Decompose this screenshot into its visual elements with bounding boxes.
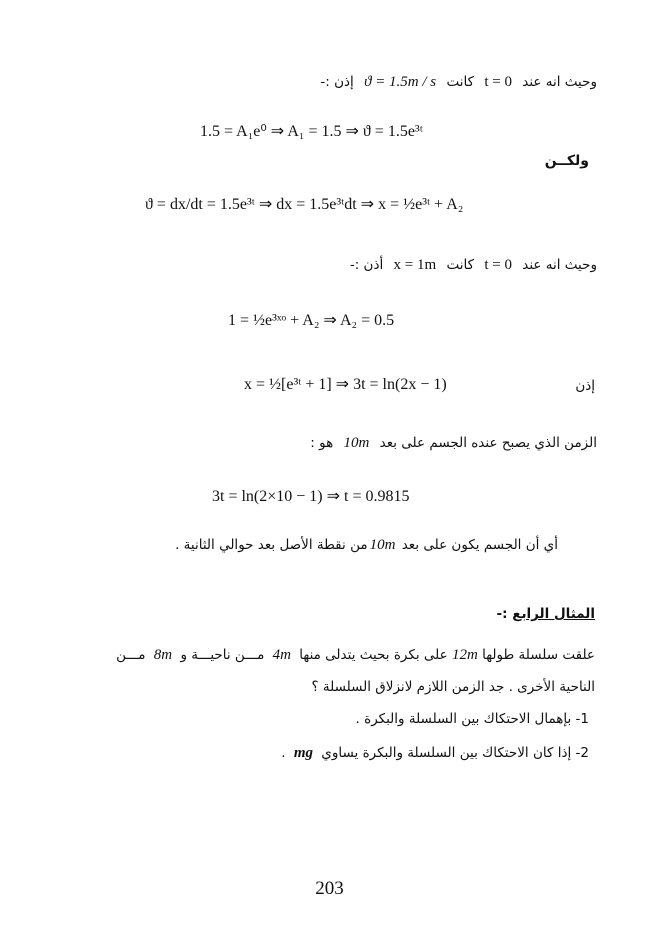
l8-ar: الزمن الذي يصبح عنده الجسم على بعد [379, 435, 597, 451]
ex-8m: 8m [153, 647, 173, 663]
example-para-1 [116, 647, 595, 664]
l5-ar3: أذن :- [349, 257, 384, 273]
equation-4: ϑ = dx/dt = 1.5e³ᵗ ⇒ dx = 1.5e³ᵗdt ⇒ x = ½e³ᵗ + A₂ [145, 196, 464, 213]
l7-ar: إذن [575, 378, 595, 394]
q2-mg: mg [293, 745, 313, 761]
equation-6: 1 = ½e³ˣᵒ + A₂ ⇒ A₂ = 0.5 [228, 312, 395, 329]
text-line-8 [310, 435, 597, 452]
l1-v: ϑ = 1.5m / s [364, 74, 437, 90]
l5-ar2: كانت [446, 257, 475, 273]
l10-ar2: من نقطة الأصل بعد حوالي الثانية . [175, 537, 368, 553]
l5-t: t = 0 [484, 257, 512, 273]
l5-x: x = 1m [393, 257, 437, 273]
l1-ar: وحيث انه عند [522, 74, 597, 90]
l8-ar2: هو : [310, 435, 334, 451]
l10-m: 10m [369, 537, 396, 553]
l5-ar: وحيث انه عند [522, 257, 597, 273]
question-2 [281, 745, 589, 762]
equation-2: 1.5 = A₁e⁰ ⇒ A₁ = 1.5 ⇒ ϑ = 1.5e³ᵗ [200, 123, 423, 140]
ex-4m: 4m [272, 647, 291, 663]
ex-12m: 12m [451, 647, 478, 663]
ex-p1b: على بكرة بحيث يتدلى منها [299, 647, 448, 663]
heading-walaken: ولكــن [544, 153, 589, 169]
ex-p1d: مـــن [116, 647, 146, 663]
ex-p1c: مـــن ناحيـــة و [180, 647, 265, 663]
question-1: 1- بإهمال الاحتكاك بين السلسلة والبكرة . [355, 711, 589, 727]
equation-7: x = ½[e³ᵗ + 1] ⇒ 3t = ln(2x − 1) [244, 376, 447, 393]
equation-9: 3t = ln(2×10 − 1) ⇒ t = 0.9815 [212, 488, 410, 505]
text-line-5 [350, 257, 597, 274]
ex-p1a: علقت سلسلة طولها [482, 647, 595, 663]
text-line-10 [175, 537, 558, 554]
example-title-text: المثال الرابع [512, 606, 595, 622]
l10-ar: أي أن الجسم يكون على بعد [401, 537, 558, 553]
l1-ar2: كانت [446, 74, 475, 90]
l1-t: t = 0 [484, 74, 512, 90]
example-title-suffix: :- [496, 606, 508, 622]
l1-ar3: إذن :- [320, 74, 354, 90]
example-title [497, 606, 595, 622]
page-number: 203 [315, 878, 344, 899]
text-line-1 [320, 74, 597, 91]
example-para-2: الناحية الأخرى . جد الزمن اللازم لانزلاق السلسلة ؟ [311, 679, 595, 695]
l8-m: 10m [343, 435, 370, 451]
q2-text: 2- إذا كان الاحتكاك بين السلسلة والبكرة يساوي [321, 745, 589, 761]
q2-end: . [281, 745, 286, 761]
